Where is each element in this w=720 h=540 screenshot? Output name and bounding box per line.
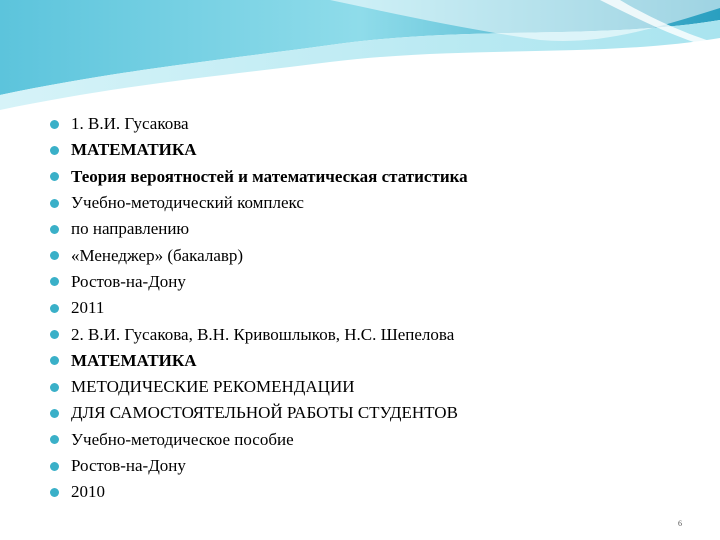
page-number: 6: [678, 519, 682, 528]
list-item: [50, 348, 690, 374]
list-item: [50, 479, 690, 505]
list-item-text: 2010: [71, 482, 105, 502]
bullet-icon: [50, 330, 59, 339]
bullet-icon: [50, 435, 59, 444]
list-item-text: «Менеджер» (бакалавр): [71, 245, 244, 265]
list-item: [50, 427, 690, 453]
list-item-text: 2011: [71, 298, 105, 318]
bullet-icon: [50, 146, 59, 155]
list-item-text: Учебно-методический комплекс: [71, 193, 304, 213]
list-item: [50, 111, 690, 137]
list-item-text: МАТЕМАТИКА: [71, 350, 197, 370]
bullet-icon: [50, 172, 59, 181]
bullet-icon: [50, 304, 59, 313]
bullet-icon: [50, 277, 59, 286]
bullet-icon: [50, 199, 59, 208]
list-item: [50, 453, 690, 479]
list-item-text: МАТЕМАТИКА: [71, 140, 197, 160]
list-item-text: Ростов-на-Дону: [71, 456, 186, 475]
list-item-text: 1. В.И. Гусакова: [71, 114, 189, 134]
list-item: [50, 164, 690, 190]
list-item: [50, 216, 690, 242]
bullet-icon: [50, 120, 59, 129]
list-item: [50, 374, 690, 400]
list-item-text: МЕТОДИЧЕСКИЕ РЕКОМЕНДАЦИИ: [71, 377, 355, 397]
list-item: [50, 242, 690, 268]
header-wave-decoration: [0, 0, 720, 120]
list-item: [50, 321, 690, 347]
list-item-text: по направлению: [71, 219, 190, 239]
list-item: [50, 137, 690, 163]
list-item-text: Ростов-на-Дону: [71, 271, 186, 291]
list-item-text: 2. В.И. Гусакова, В.Н. Кривошлыков, Н.С. Шепелова: [71, 324, 455, 344]
bullet-list: [50, 111, 690, 505]
bullet-icon: [50, 488, 59, 497]
bullet-icon: [50, 383, 59, 392]
list-item: [50, 400, 690, 426]
bullet-icon: [50, 251, 59, 260]
list-item: [50, 190, 690, 216]
list-item-text: ДЛЯ САМОСТОЯТЕЛЬНОЙ РАБОТЫ СТУДЕНТОВ: [71, 403, 458, 423]
list-item-text: Теория вероятностей и математическая статистика: [71, 166, 468, 186]
list-item: [50, 295, 690, 321]
bullet-icon: [50, 409, 59, 418]
bullet-icon: [50, 225, 59, 234]
bullet-icon: [50, 462, 59, 471]
bullet-icon: [50, 356, 59, 365]
list-item-text: Учебно-методическое пособие: [71, 429, 294, 449]
list-item: [50, 269, 690, 295]
